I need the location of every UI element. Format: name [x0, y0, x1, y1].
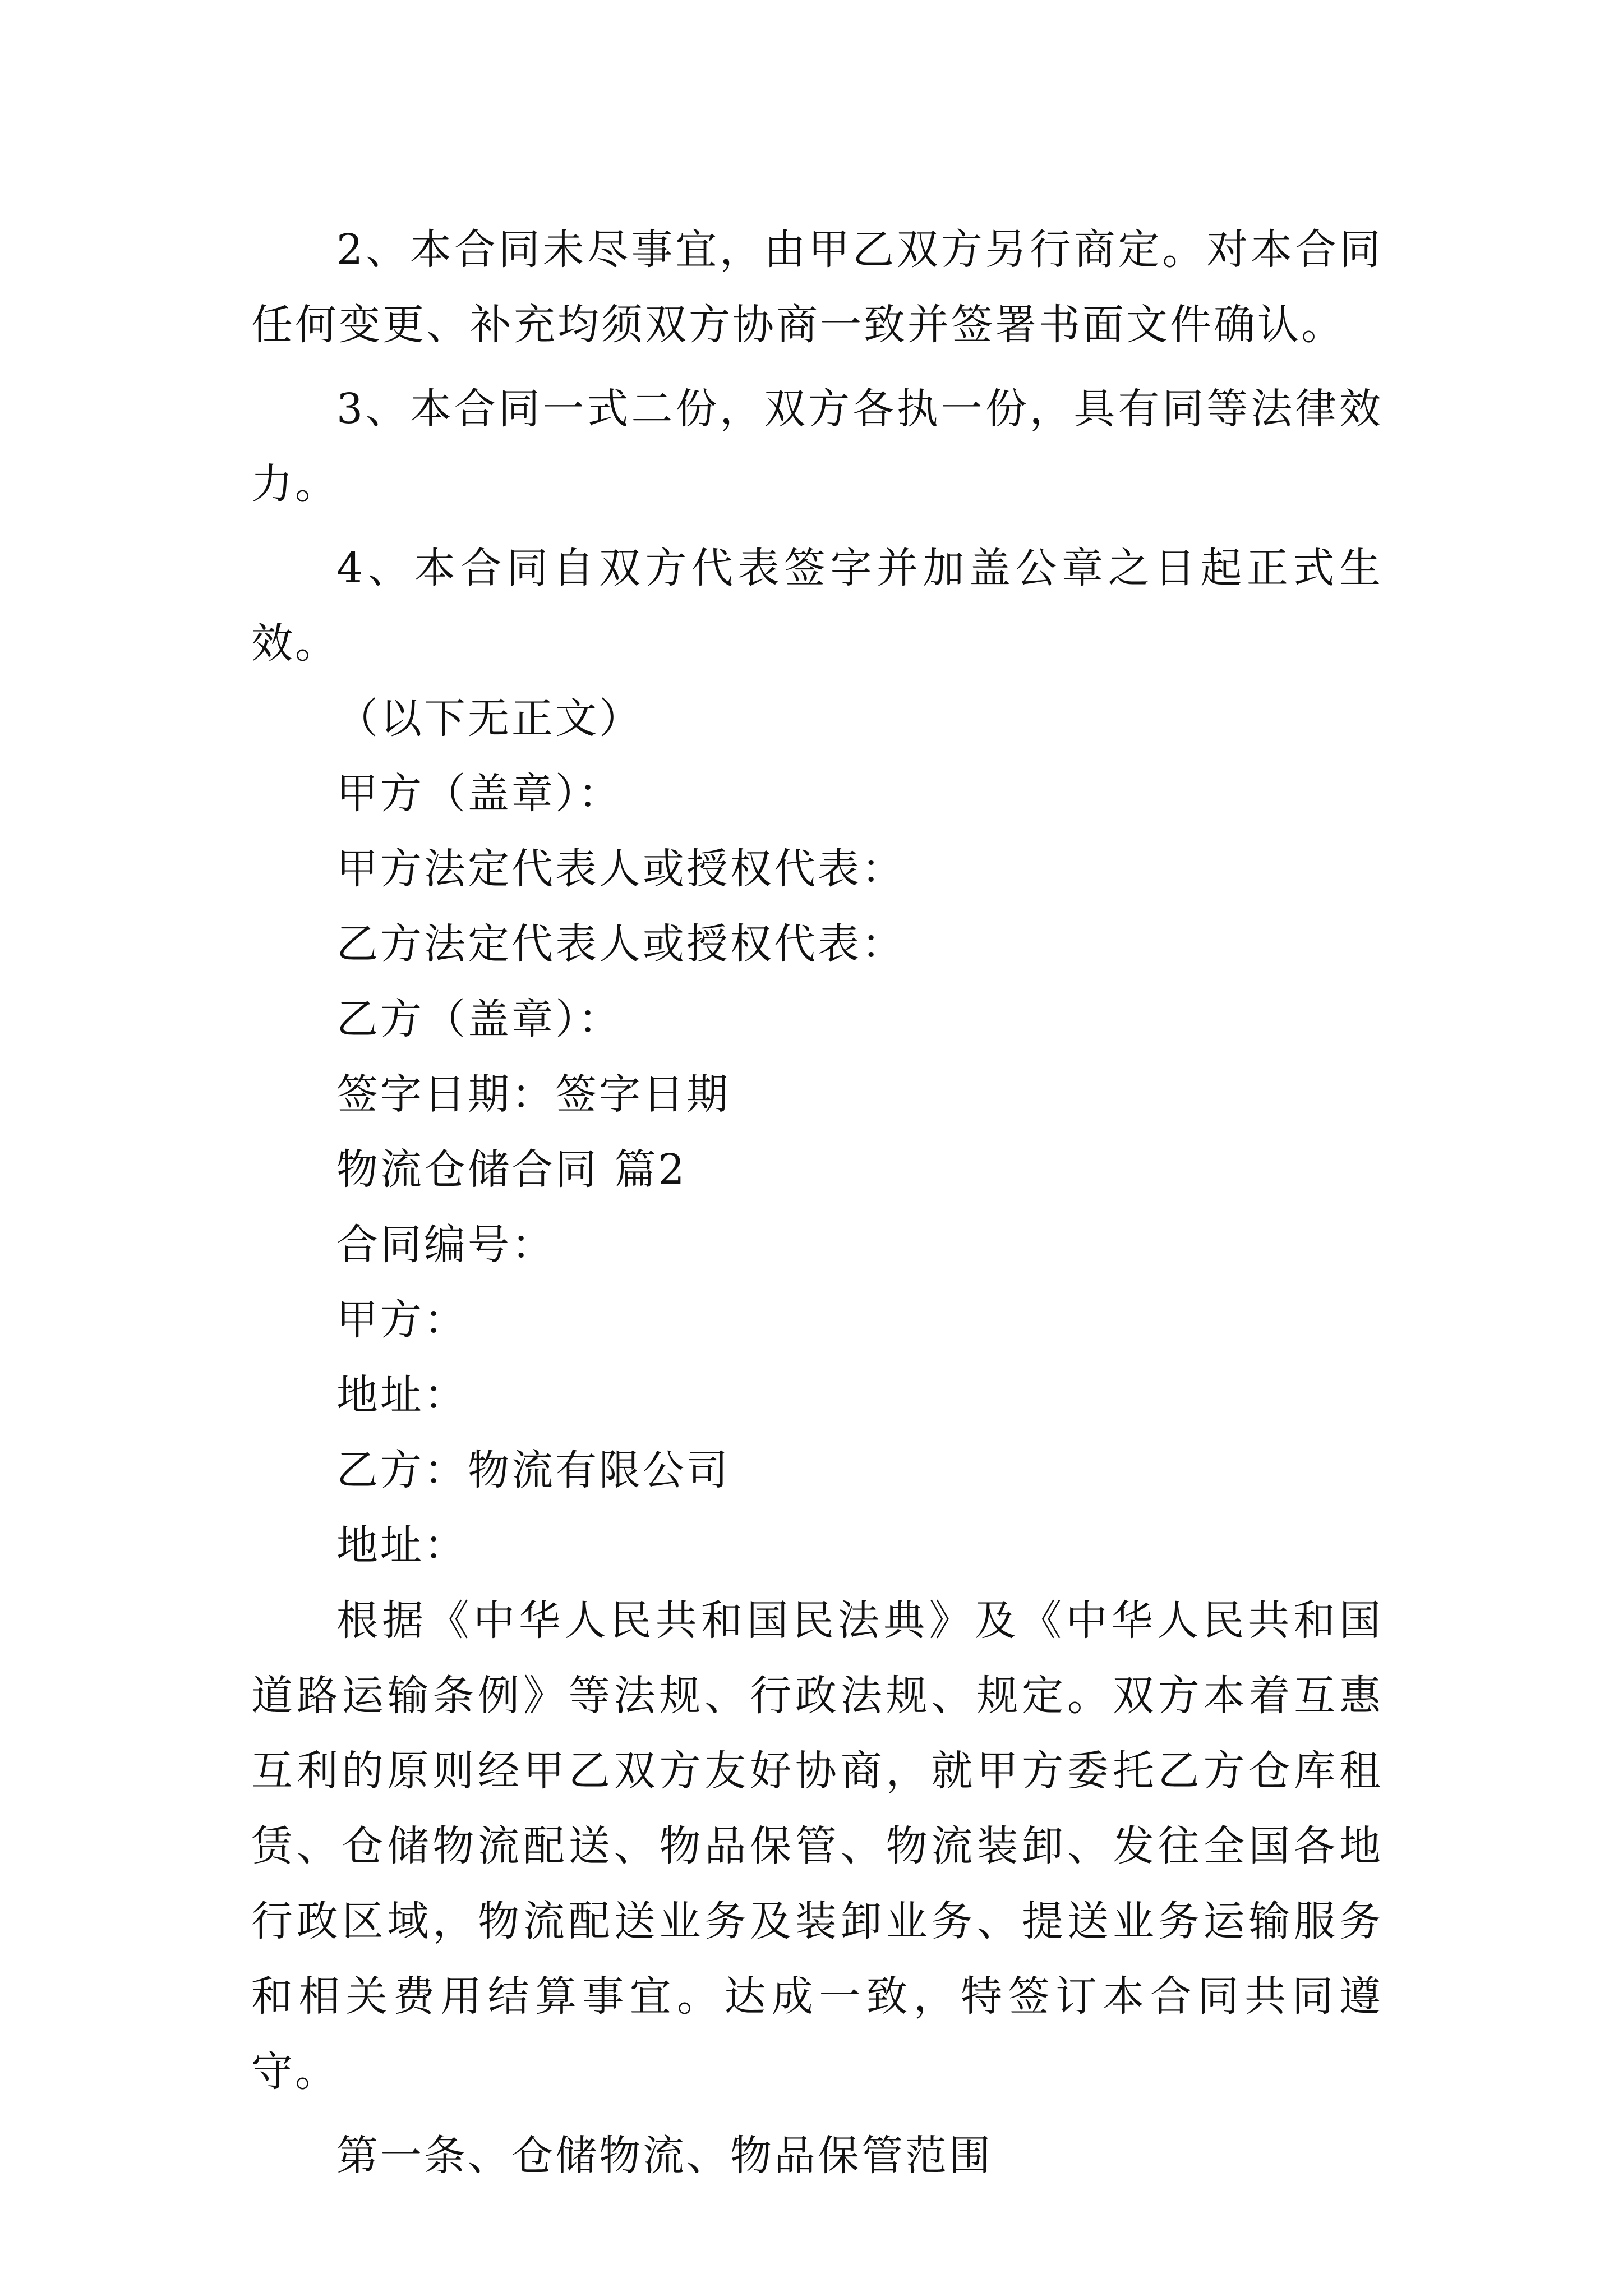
paragraph-spacer	[251, 2109, 1383, 2118]
party-a-representative-line: 甲方法定代表人或授权代表：	[336, 845, 905, 893]
signing-date-line: 签字日期：签字日期	[336, 1070, 730, 1119]
clause-2-paragraph: 2、本合同未尽事宜，由甲乙双方另行商定。对本合同任何变更、补充均须双方协商一致并签署书面文件确认。	[251, 226, 1383, 349]
party-b-address-line: 地址：	[336, 1521, 468, 1570]
article-1-heading: 第一条、仓储物流、物品保管范围	[336, 2132, 993, 2180]
party-a-address-line: 地址：	[336, 1371, 468, 1419]
party-b-representative-line: 乙方法定代表人或授权代表：	[336, 920, 905, 968]
document-body	[251, 212, 1383, 2193]
contract-number-line: 合同编号：	[336, 1221, 555, 1269]
party-b-seal-line: 乙方（盖章）：	[336, 995, 622, 1043]
contract-section-heading: 物流仓储合同 篇2	[336, 1145, 687, 1194]
party-a-seal-line: 甲方（盖章）：	[336, 770, 622, 818]
clause-3-paragraph: 3、本合同一式二份，双方各执一份，具有同等法律效力。	[251, 385, 1383, 508]
paragraph-spacer	[251, 362, 1383, 371]
party-b-line: 乙方：物流有限公司	[336, 1446, 730, 1494]
clause-4-paragraph: 4、本合同自双方代表签字并加盖公章之日起正式生效。	[251, 544, 1383, 668]
contract-preamble-paragraph: 根据《中华人民共和国民法典》及《中华人民共和国道路运输条例》等法规、行政法规、规定。双方本着互惠互利的原则经甲乙双方友好协商，就甲方委托乙方仓库租赁、仓储物流配送、物品保管、物流装卸、发往全国各地行政区域，物流配送业务及装卸业务、提送业务运输服务和相关费用结算事宜。达成一致，特签订本合同共同遵守。	[251, 1596, 1383, 2096]
party-a-line: 甲方：	[336, 1296, 468, 1344]
paragraph-spacer	[251, 522, 1383, 531]
no-more-text-note: （以下无正文）	[336, 694, 643, 743]
